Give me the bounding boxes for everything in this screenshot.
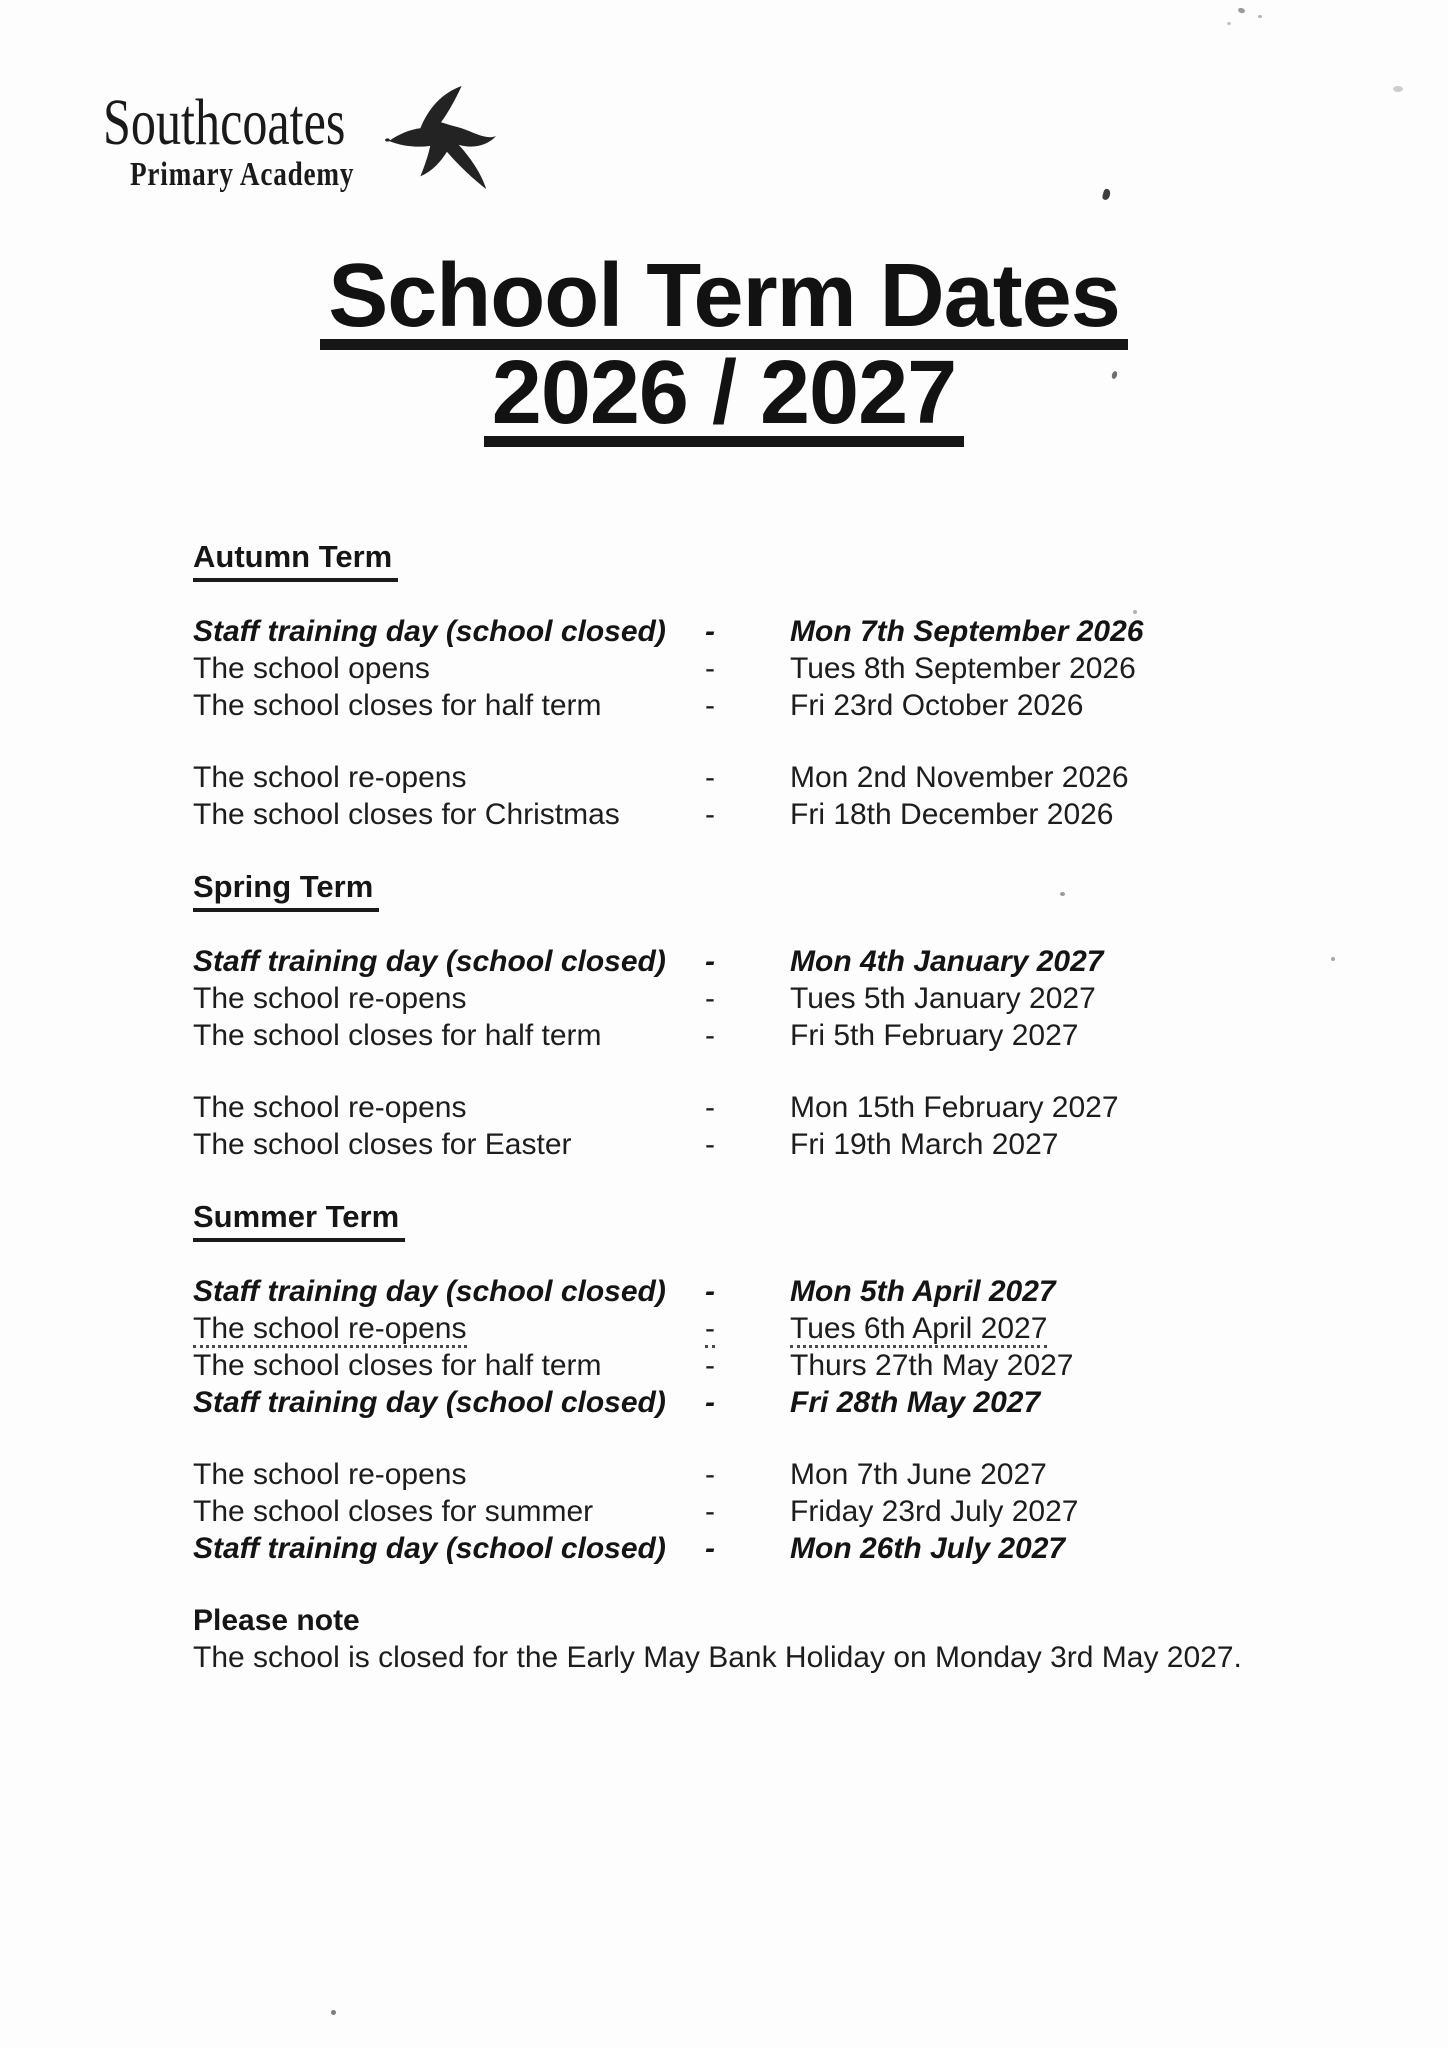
term-date-row (193, 1384, 1355, 1421)
dash-text: - (705, 1275, 715, 1308)
event-date-text: Fri 19th March 2027 (790, 1128, 1059, 1161)
event-date-text: Mon 2nd November 2026 (790, 761, 1129, 794)
event-label (193, 1273, 705, 1310)
term-date-row (193, 613, 1355, 650)
term-date-row (193, 1456, 1355, 1493)
dash-separator (705, 759, 790, 796)
dash-text: - (705, 1386, 715, 1419)
dash-text: - (705, 798, 715, 831)
dash-separator (705, 650, 790, 687)
event-date (790, 1310, 1355, 1347)
dash-separator (705, 1017, 790, 1054)
section-heading: Autumn Term (193, 538, 398, 582)
event-date-text: Tues 8th September 2026 (790, 652, 1136, 685)
event-label-text: The school closes for half term (193, 1019, 602, 1052)
event-date-text: Mon 4th January 2027 (790, 945, 1104, 978)
event-label (193, 1089, 705, 1126)
event-date (790, 650, 1355, 687)
dash-separator (705, 1089, 790, 1126)
term-date-row (193, 943, 1355, 980)
term-date-row (193, 1347, 1355, 1384)
term-section (193, 538, 1355, 833)
event-date-text: Fri 18th December 2026 (790, 798, 1114, 831)
event-label-text: Staff training day (school closed) (193, 1386, 666, 1419)
dash-separator (705, 1310, 790, 1347)
term-block (193, 1273, 1355, 1421)
event-date (790, 980, 1355, 1017)
term-date-row (193, 1493, 1355, 1530)
term-dates-content (193, 538, 1355, 1676)
event-date-text: Mon 7th September 2026 (790, 615, 1144, 648)
term-block (193, 1456, 1355, 1567)
term-date-row (193, 759, 1355, 796)
dash-separator (705, 943, 790, 980)
event-date (790, 759, 1355, 796)
scan-artifact (1393, 86, 1403, 92)
dash-text: - (705, 945, 715, 978)
swallow-icon (385, 84, 498, 194)
dash-text: - (705, 1349, 715, 1382)
dash-text: - (705, 689, 715, 722)
event-label-text: The school re-opens (193, 1091, 467, 1124)
dash-separator (705, 1456, 790, 1493)
event-label (193, 1310, 705, 1347)
event-date (790, 1384, 1355, 1421)
term-date-row (193, 796, 1355, 833)
event-label-text: The school re-opens (193, 1458, 467, 1491)
event-label (193, 980, 705, 1017)
dash-text: - (705, 1019, 715, 1052)
event-date-text: Thurs 27th May 2027 (790, 1349, 1074, 1382)
term-block (193, 759, 1355, 833)
dash-text: - (705, 652, 715, 685)
dash-separator (705, 1493, 790, 1530)
dash-separator (705, 687, 790, 724)
dash-separator (705, 1273, 790, 1310)
event-date (790, 1273, 1355, 1310)
event-date (790, 1456, 1355, 1493)
dash-separator (705, 980, 790, 1017)
event-date-text: Tues 5th January 2027 (790, 982, 1096, 1015)
event-date (790, 1017, 1355, 1054)
logo-school-type: Primary Academy (130, 156, 355, 193)
event-label (193, 613, 705, 650)
event-label-text: The school closes for Easter (193, 1128, 572, 1161)
dash-separator (705, 1530, 790, 1567)
event-label-text: The school re-opens (193, 982, 467, 1015)
event-date (790, 1126, 1355, 1163)
term-date-row (193, 687, 1355, 724)
dash-separator (705, 1384, 790, 1421)
dash-separator (705, 1126, 790, 1163)
event-label (193, 1126, 705, 1163)
event-label-text: Staff training day (school closed) (193, 1532, 666, 1565)
section-heading: Summer Term (193, 1198, 405, 1242)
dash-text: - (705, 982, 715, 1015)
event-date-text: Mon 26th July 2027 (790, 1532, 1066, 1565)
dash-text: - (705, 1091, 715, 1124)
scan-artifact (1237, 7, 1245, 14)
event-date-text: Mon 7th June 2027 (790, 1458, 1047, 1491)
dash-separator (705, 796, 790, 833)
event-date-text: Tues 6th April 2027 (790, 1312, 1047, 1348)
event-label-text: The school opens (193, 652, 430, 685)
scan-artifact (1258, 15, 1262, 18)
term-date-row (193, 650, 1355, 687)
event-label-text: Staff training day (school closed) (193, 615, 666, 648)
event-label (193, 1017, 705, 1054)
term-date-row (193, 980, 1355, 1017)
event-date (790, 1089, 1355, 1126)
event-label (193, 650, 705, 687)
event-label-text: The school re-opens (193, 761, 467, 794)
event-label (193, 1530, 705, 1567)
term-section (193, 868, 1355, 1163)
event-label-text: Staff training day (school closed) (193, 945, 666, 978)
event-date (790, 796, 1355, 833)
term-block (193, 943, 1355, 1054)
title-line1-text: School Term Dates (320, 255, 1128, 350)
dash-text: - (705, 761, 715, 794)
logo-school-name: Southcoates (103, 86, 346, 159)
event-label (193, 943, 705, 980)
event-date-text: Fri 23rd October 2026 (790, 689, 1084, 722)
event-date-text: Mon 5th April 2027 (790, 1275, 1056, 1308)
term-date-row (193, 1089, 1355, 1126)
event-label-text: Staff training day (school closed) (193, 1275, 666, 1308)
term-date-row (193, 1310, 1355, 1347)
note-heading: Please note (193, 1604, 360, 1637)
event-label (193, 759, 705, 796)
scan-artifact (1227, 22, 1231, 25)
event-label (193, 1347, 705, 1384)
term-date-row (193, 1017, 1355, 1054)
title-line2-text: 2026 / 2027 (484, 352, 964, 447)
term-section (193, 1198, 1355, 1567)
event-date (790, 1530, 1355, 1567)
dash-text: - (705, 1532, 715, 1565)
term-block (193, 613, 1355, 724)
event-label (193, 687, 705, 724)
note-section (193, 1602, 1355, 1676)
dash-text: - (705, 1495, 715, 1528)
school-logo (103, 86, 422, 193)
event-label-text: The school closes for half term (193, 1349, 602, 1382)
document-title-line2 (0, 343, 1448, 447)
event-label (193, 1456, 705, 1493)
event-label-text: The school closes for Christmas (193, 798, 620, 831)
scan-artifact (331, 2010, 336, 2015)
dash-text: - (705, 615, 715, 648)
event-label-text: The school closes for half term (193, 689, 602, 722)
event-label-text: The school re-opens (193, 1312, 467, 1348)
event-date-text: Mon 15th February 2027 (790, 1091, 1119, 1124)
event-date-text: Fri 28th May 2027 (790, 1386, 1041, 1419)
note-text: The school is closed for the Early May Bank Holiday on Monday 3rd May 2027. (193, 1641, 1242, 1674)
event-date (790, 613, 1355, 650)
event-label (193, 796, 705, 833)
event-date (790, 943, 1355, 980)
event-label-text: The school closes for summer (193, 1495, 594, 1528)
term-date-row (193, 1273, 1355, 1310)
event-date-text: Fri 5th February 2027 (790, 1019, 1079, 1052)
event-date (790, 687, 1355, 724)
dash-text: - (705, 1458, 715, 1491)
term-sections (193, 538, 1355, 1567)
dash-separator (705, 613, 790, 650)
dash-text: - (705, 1312, 715, 1348)
term-date-row (193, 1126, 1355, 1163)
event-label (193, 1384, 705, 1421)
term-block (193, 1089, 1355, 1163)
event-date (790, 1347, 1355, 1384)
dash-separator (705, 1347, 790, 1384)
document-title-line1 (0, 246, 1448, 350)
event-date-text: Friday 23rd July 2027 (790, 1495, 1079, 1528)
event-date (790, 1493, 1355, 1530)
scan-artifact (1102, 188, 1112, 200)
event-label (193, 1493, 705, 1530)
dash-text: - (705, 1128, 715, 1161)
term-date-row (193, 1530, 1355, 1567)
section-heading: Spring Term (193, 868, 379, 912)
